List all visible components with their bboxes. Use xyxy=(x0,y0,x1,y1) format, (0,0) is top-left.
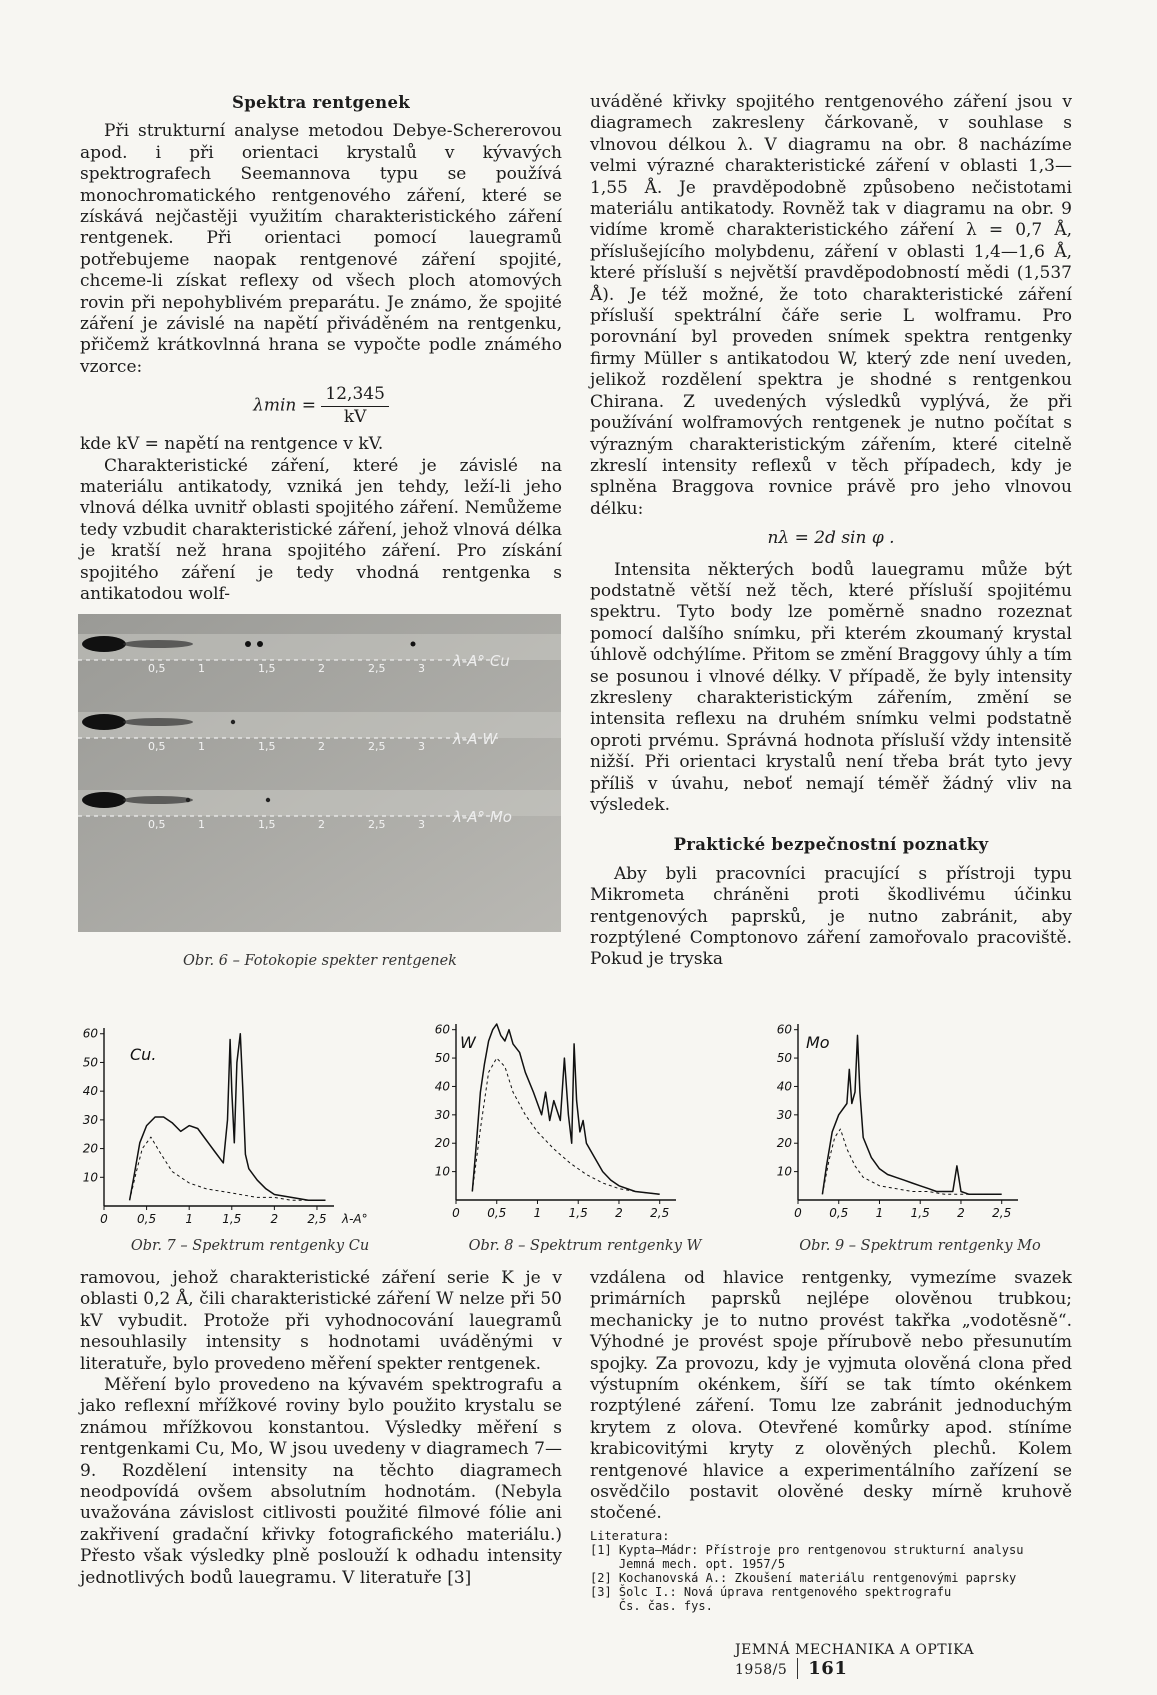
right-column-bottom xyxy=(590,1268,1072,1613)
chart-title: W xyxy=(460,1033,476,1052)
continuous-spectrum-line xyxy=(130,1137,317,1200)
strip-primary-spot xyxy=(82,714,126,730)
formula-lhs: λmin = xyxy=(253,395,317,416)
x-tick-label: 0 xyxy=(452,1206,460,1220)
y-tick-label: 10 xyxy=(434,1164,450,1179)
strip-tick-label: 1 xyxy=(198,740,205,753)
strip-tick-label: 2 xyxy=(318,818,325,831)
strip-tick-label: 3 xyxy=(418,818,425,831)
chart-caption-mo: Obr. 9 – Spektrum rentgenky Mo xyxy=(799,1238,1041,1254)
references-title: Literatura: xyxy=(590,1528,670,1543)
strip-tick-label: 1 xyxy=(198,662,205,675)
y-tick-label: 30 xyxy=(434,1107,450,1122)
section-heading-bezpecnost: Praktické bezpečnostní poznatky xyxy=(673,835,989,855)
photo-caption: Obr. 6 – Fotokopie spekter rentgenek xyxy=(183,953,457,969)
strip-spot xyxy=(266,798,270,802)
spectrum-chart-mo xyxy=(772,990,1072,1230)
paragraph: kde kV = napětí na rentgence v kV. xyxy=(80,434,384,455)
y-tick-label: 40 xyxy=(82,1084,98,1099)
spectra-photo-svg xyxy=(78,614,561,932)
spectrum-strip xyxy=(78,712,561,753)
y-tick-label: 30 xyxy=(82,1112,98,1127)
y-tick-label: 60 xyxy=(434,1022,450,1037)
strip-blur xyxy=(123,640,193,648)
paragraph: vzdálena od hlavice rentgenky, vymezíme svazek primárních paprsků nejlépe olověnou trubkou; mechanicky je to nutno provést takřka „vodotěsně“. Výhodné je provést spoje přírubově nebo přesunutím spojky. Za provozu, kdy je vyjmuta olověná clona před výstupním okénkem, šíří se tak tímto okénkem rozptýlené záření. Tomu lze zabránit jednoduchým krytem z olova. Otevřené komůrky apod. stíníme krabicovitými kryty z olověných plechů. Kolem rentgenové hlavice a experimentálního zařízení se osvědčilo postavit olověné desky mírně kruhově stočené. xyxy=(590,1268,1072,1524)
references xyxy=(590,1529,1072,1613)
continuous-spectrum-line xyxy=(822,1129,1001,1194)
x-tick-label: 1 xyxy=(185,1212,194,1226)
x-tick-label: 1,5 xyxy=(222,1212,242,1226)
x-tick-label: 2 xyxy=(957,1206,965,1220)
paragraph: Charakteristické záření, které je závislé na materiálu antikatody, vzniká jen tehdy, leží-li jeho vlnová délka uvnitř oblasti spojitého záření. Nemůžeme tedy vzbudit charakteristické záření, jehož vlnová délka je kratší než hrana spojitého záření. Pro získání spojitého záření je tedy vhodná rentgenka s antikatodou wolf- xyxy=(80,455,562,604)
x-tick-label: 2,5 xyxy=(307,1212,327,1226)
x-tick-label: 1,5 xyxy=(568,1206,588,1220)
left-column-top xyxy=(80,92,562,605)
chart-title: Mo xyxy=(806,1033,830,1052)
x-tick-label: 0,5 xyxy=(487,1206,507,1220)
x-tick-label: 2,5 xyxy=(650,1206,670,1220)
strip-tick-label: 2,5 xyxy=(368,662,386,675)
y-tick-label: 10 xyxy=(776,1164,792,1179)
strip-tick-label: 3 xyxy=(418,740,425,753)
page-number: 161 xyxy=(797,1658,847,1679)
y-tick-label: 60 xyxy=(776,1022,792,1037)
x-tick-label: 2 xyxy=(270,1212,279,1226)
y-tick-label: 20 xyxy=(434,1136,450,1151)
y-tick-label: 40 xyxy=(776,1079,792,1094)
strip-label: λ-A W xyxy=(453,730,498,748)
reference-item: Čs. čas. fys. xyxy=(590,1598,713,1613)
paragraph: Při strukturní analyse metodou Debye-Schererovou apod. i při orientaci krystalů v kývavých spektrografech Seemannova typu se používá monochromatického rentgenového záření, které se získává nejčastěji využitím charakteristického záření rentgenek. Při orientaci pomocí lauegramů potřebujeme naopak rentgenové záření spojité, chceme-li získat reflexy od všech ploch atomových rovin při nepohyblivém preparátu. Je známo, že spojité záření je závislé na napětí přiváděném na rentgenku, přičemž krátkovlnná hrana se vypočte podle známého vzorce: xyxy=(80,121,562,377)
spectrum-strip xyxy=(78,634,561,675)
reference-item: Jemná mech. opt. 1957/5 xyxy=(590,1556,786,1571)
x-tick-label: 0,5 xyxy=(137,1212,157,1226)
x-tick-label: 1 xyxy=(533,1206,542,1220)
x-tick-label: 1 xyxy=(875,1206,884,1220)
formula-fraction xyxy=(321,384,388,428)
strip-primary-spot xyxy=(82,792,126,808)
y-tick-label: 40 xyxy=(434,1079,450,1094)
strip-tick-label: 1,5 xyxy=(258,740,276,753)
strip-tick-label: 3 xyxy=(418,662,425,675)
paragraph: ramovou, jehož charakteristické záření serie K je v oblasti 0,2 Å, čili charakteristické záření W nelze při 50 kV vybudit. Protože při vyhodnocování lauegramů nesouhlasily intensity s hodnotami uváděnými v literatuře, bylo provedeno měření spekter rentgenek. xyxy=(80,1268,562,1374)
x-tick-label: 2,5 xyxy=(992,1206,1012,1220)
y-tick-label: 20 xyxy=(82,1141,98,1156)
reference-item: [1] Kypta–Mádr: Přístroje pro rentgenovou strukturní analysu xyxy=(590,1542,1024,1557)
left-column-bottom xyxy=(80,1268,562,1589)
formula-denominator: kV xyxy=(343,406,367,427)
spectra-photo xyxy=(78,614,561,932)
x-axis-label: λ-A° xyxy=(342,1212,368,1226)
spectrum-chart-w xyxy=(434,990,720,1230)
strip-spot xyxy=(245,641,251,647)
y-tick-label: 30 xyxy=(776,1107,792,1122)
strip-spot xyxy=(411,642,416,647)
strip-tick-label: 0,5 xyxy=(148,662,166,675)
strip-tick-label: 2,5 xyxy=(368,818,386,831)
x-tick-label: 0 xyxy=(100,1212,108,1226)
strip-tick-label: 1,5 xyxy=(258,662,276,675)
chart-caption-w: Obr. 8 – Spektrum rentgenky W xyxy=(468,1238,702,1254)
x-tick-label: 0,5 xyxy=(829,1206,849,1220)
formula-numerator: 12,345 xyxy=(321,384,388,406)
strip-spot xyxy=(186,798,190,802)
spectrum-chart-cu xyxy=(78,998,408,1230)
strip-tick-label: 2,5 xyxy=(368,740,386,753)
measured-spectrum-line xyxy=(472,1024,659,1194)
formula-lambda-min xyxy=(80,384,562,428)
paragraph: Aby byli pracovníci pracující s přístroji typu Mikrometa chráněni proti škodlivému účinku rentgenových paprsků, je nutno zabránit, aby rozptýlené Comptonovo záření zamořovalo pracoviště. Pokud je tryska xyxy=(590,863,1072,970)
section-heading-spektra: Spektra rentgenek xyxy=(231,93,410,112)
x-tick-label: 1,5 xyxy=(910,1206,930,1220)
y-tick-label: 10 xyxy=(82,1170,98,1185)
reference-item: [2] Kochanovská A.: Zkoušení materiálu rentgenovými paprsky xyxy=(590,1570,1017,1585)
strip-primary-spot xyxy=(82,636,126,652)
formula-bragg: nλ = 2d sin φ . xyxy=(767,528,895,549)
strip-tick-label: 0,5 xyxy=(148,740,166,753)
strip-spot xyxy=(257,641,263,647)
page-footer xyxy=(735,1642,1075,1679)
measured-spectrum-line xyxy=(130,1034,326,1201)
measured-spectrum-line xyxy=(822,1035,1001,1194)
x-tick-label: 2 xyxy=(615,1206,623,1220)
journal-name: JEMNÁ MECHANIKA A OPTIKA 1958/5 xyxy=(735,1642,975,1678)
strip-tick-label: 2 xyxy=(318,740,325,753)
paragraph: Měření bylo provedeno na kývavém spektrografu a jako reflexní mřížkové roviny bylo použito krystalu se známou mřížkovou konstantou. Výsledky měření s rentgenkami Cu, Mo, W jsou uvedeny v diagramech 7—9. Rozdělení intensity na těchto diagramech neodpovídá ovšem absolutním hodnotám. (Nebyla uvažována závislost citlivosti použité filmové fólie ani zakřivení gradační křivky fotografického materiálu.) Přesto však výsledky plně poslouží k odhadu intensity jednotlivých bodů lauegramu. V literatuře [3] xyxy=(80,1375,562,1588)
chart-title: Cu. xyxy=(130,1045,157,1064)
strip-blur xyxy=(123,796,193,804)
y-tick-label: 60 xyxy=(82,1026,98,1041)
y-tick-label: 20 xyxy=(776,1136,792,1151)
strip-label: λ-A° Cu xyxy=(453,652,510,670)
x-tick-label: 0 xyxy=(794,1206,802,1220)
right-column-top xyxy=(590,92,1072,971)
paragraph: Intensita některých bodů lauegramu může být podstatně větší než těch, které přísluší spojitému spektru. Tyto body lze poměrně snadno rozeznat pomocí dalšího snímku, při kterém zkoumaný krystal úhlově odchýlíme. Přitom se změní Braggovy úhly a tím se posunou i vlnové délky. V případě, že byly intensity zkresleny charakteristickým zářením, změní se intensita reflexu na druhém snímku velmi podstatně oproti prvému. Správná hodnota přísluší vždy intensitě nižší. Při orientaci krystalů není třeba brát tyto jevy příliš v úvahu, neboť nemají téměř žádný vliv na výsledek. xyxy=(590,559,1072,815)
spectrum-strip xyxy=(78,790,561,831)
strip-spot xyxy=(231,720,235,724)
strip-label: λ-A° Mo xyxy=(453,808,512,826)
paragraph: uváděné křivky spojitého rentgenového záření jsou v diagramech zakresleny čárkovaně, v souhlase s vlnovou délkou λ. V diagramu na obr. 8 nacházíme velmi výrazné charakteristické záření v oblasti 1,3—1,55 Å. Je pravděpodobně způsobeno nečistotami materiálu antikatody. Rovněž tak v diagramu na obr. 9 vidíme kromě charakteristického záření λ = 0,7 Å, příslušejícího molybdenu, záření v oblasti 1,4—1,6 Å, které přísluší s největší pravděpodobností mědi (1,537 Å). Je též možné, že toto charakteristické záření přísluší spektrální čáře serie L wolframu. Pro porovnání byl proveden snímek spektra rentgenky firmy Müller s antikatodou W, který zde není uveden, jelikož rozdělení spektra je shodné s rentgenkou Chirana. Z uvedených výsledků vyplývá, že při používání wolframových rentgenek je nutno počítat s výrazným charakteristickým zářením, které citelně zkreslí intensity reflexů v těch případech, kdy je splněna Braggova rovnice právě pro jeho vlnovou délku: xyxy=(590,92,1072,519)
chart-caption-cu: Obr. 7 – Spektrum rentgenky Cu xyxy=(130,1238,370,1254)
y-tick-label: 50 xyxy=(776,1051,792,1066)
strip-tick-label: 2 xyxy=(318,662,325,675)
y-tick-label: 50 xyxy=(82,1055,98,1070)
strip-tick-label: 0,5 xyxy=(148,818,166,831)
strip-tick-label: 1 xyxy=(198,818,205,831)
strip-blur xyxy=(123,718,193,726)
y-tick-label: 50 xyxy=(434,1051,450,1066)
reference-item: [3] Šolc I.: Nová úprava rentgenového spektrografu xyxy=(590,1584,952,1599)
strip-tick-label: 1,5 xyxy=(258,818,276,831)
